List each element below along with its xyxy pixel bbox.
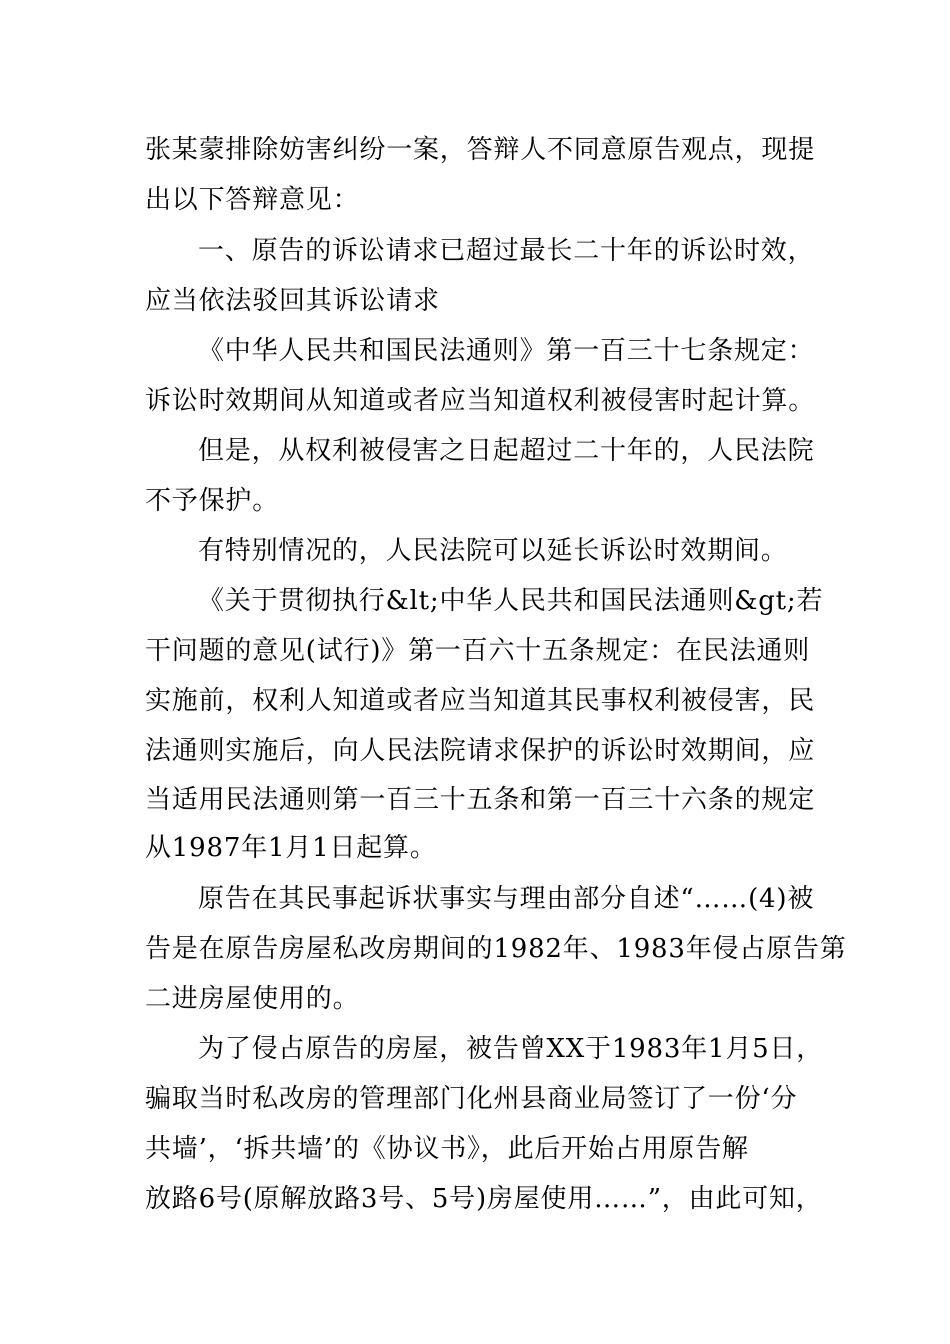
text-line-4: 应当依法驳回其诉讼请求 xyxy=(145,286,440,316)
text-line-6: 诉讼时效期间从知道或者应当知道权利被侵害时起计算。 xyxy=(145,386,816,416)
text-line-12: 实施前，权利人知道或者应当知道其民事权利被侵害，民 xyxy=(145,686,816,716)
text-line-11: 干问题的意见(试行)》第一百六十五条规定：在民法通则 xyxy=(145,636,811,666)
text-line-1: 张某蒙排除妨害纠纷一案，答辩人不同意原告观点，现提 xyxy=(145,135,816,165)
text-line-16: 原告在其民事起诉状事实与理由部分自述“……(4)被 xyxy=(198,884,815,914)
text-line-10: 《关于贯彻执行&lt;中华人民共和国民法通则&gt;若 xyxy=(198,586,824,616)
text-line-3: 一、原告的诉讼请求已超过最长二十年的诉讼时效， xyxy=(198,236,815,266)
text-line-2: 出以下答辩意见： xyxy=(145,185,360,215)
text-line-5: 《中华人民共和国民法通则》第一百三十七条规定： xyxy=(198,336,815,366)
text-line-9: 有特别情况的，人民法院可以延长诉讼时效期间。 xyxy=(198,536,788,566)
text-line-8: 不予保护。 xyxy=(145,486,280,516)
text-line-19: 为了侵占原告的房屋，被告曾XX于1983年1月5日， xyxy=(198,1034,824,1064)
text-line-15: 从1987年1月1日起算。 xyxy=(145,833,437,863)
text-line-22: 放路6号(原解放路3号、5号)房屋使用……”，由此可知， xyxy=(145,1184,823,1214)
text-line-14: 当适用民法通则第一百三十五条和第一百三十六条的规定 xyxy=(145,785,816,815)
text-line-7: 但是，从权利被侵害之日起超过二十年的，人民法院 xyxy=(198,436,815,466)
text-line-13: 法通则实施后，向人民法院请求保护的诉讼时效期间，应 xyxy=(145,736,816,766)
text-line-20: 骗取当时私改房的管理部门化州县商业局签订了一份‘分 xyxy=(145,1084,798,1114)
text-line-17: 告是在原告房屋私改房期间的1982年、1983年侵占原告第 xyxy=(145,934,847,964)
text-line-18: 二进房屋使用的。 xyxy=(145,984,360,1014)
text-line-21: 共墙’，‘拆共墙’的《协议书》，此后开始占用原告解 xyxy=(145,1134,749,1164)
